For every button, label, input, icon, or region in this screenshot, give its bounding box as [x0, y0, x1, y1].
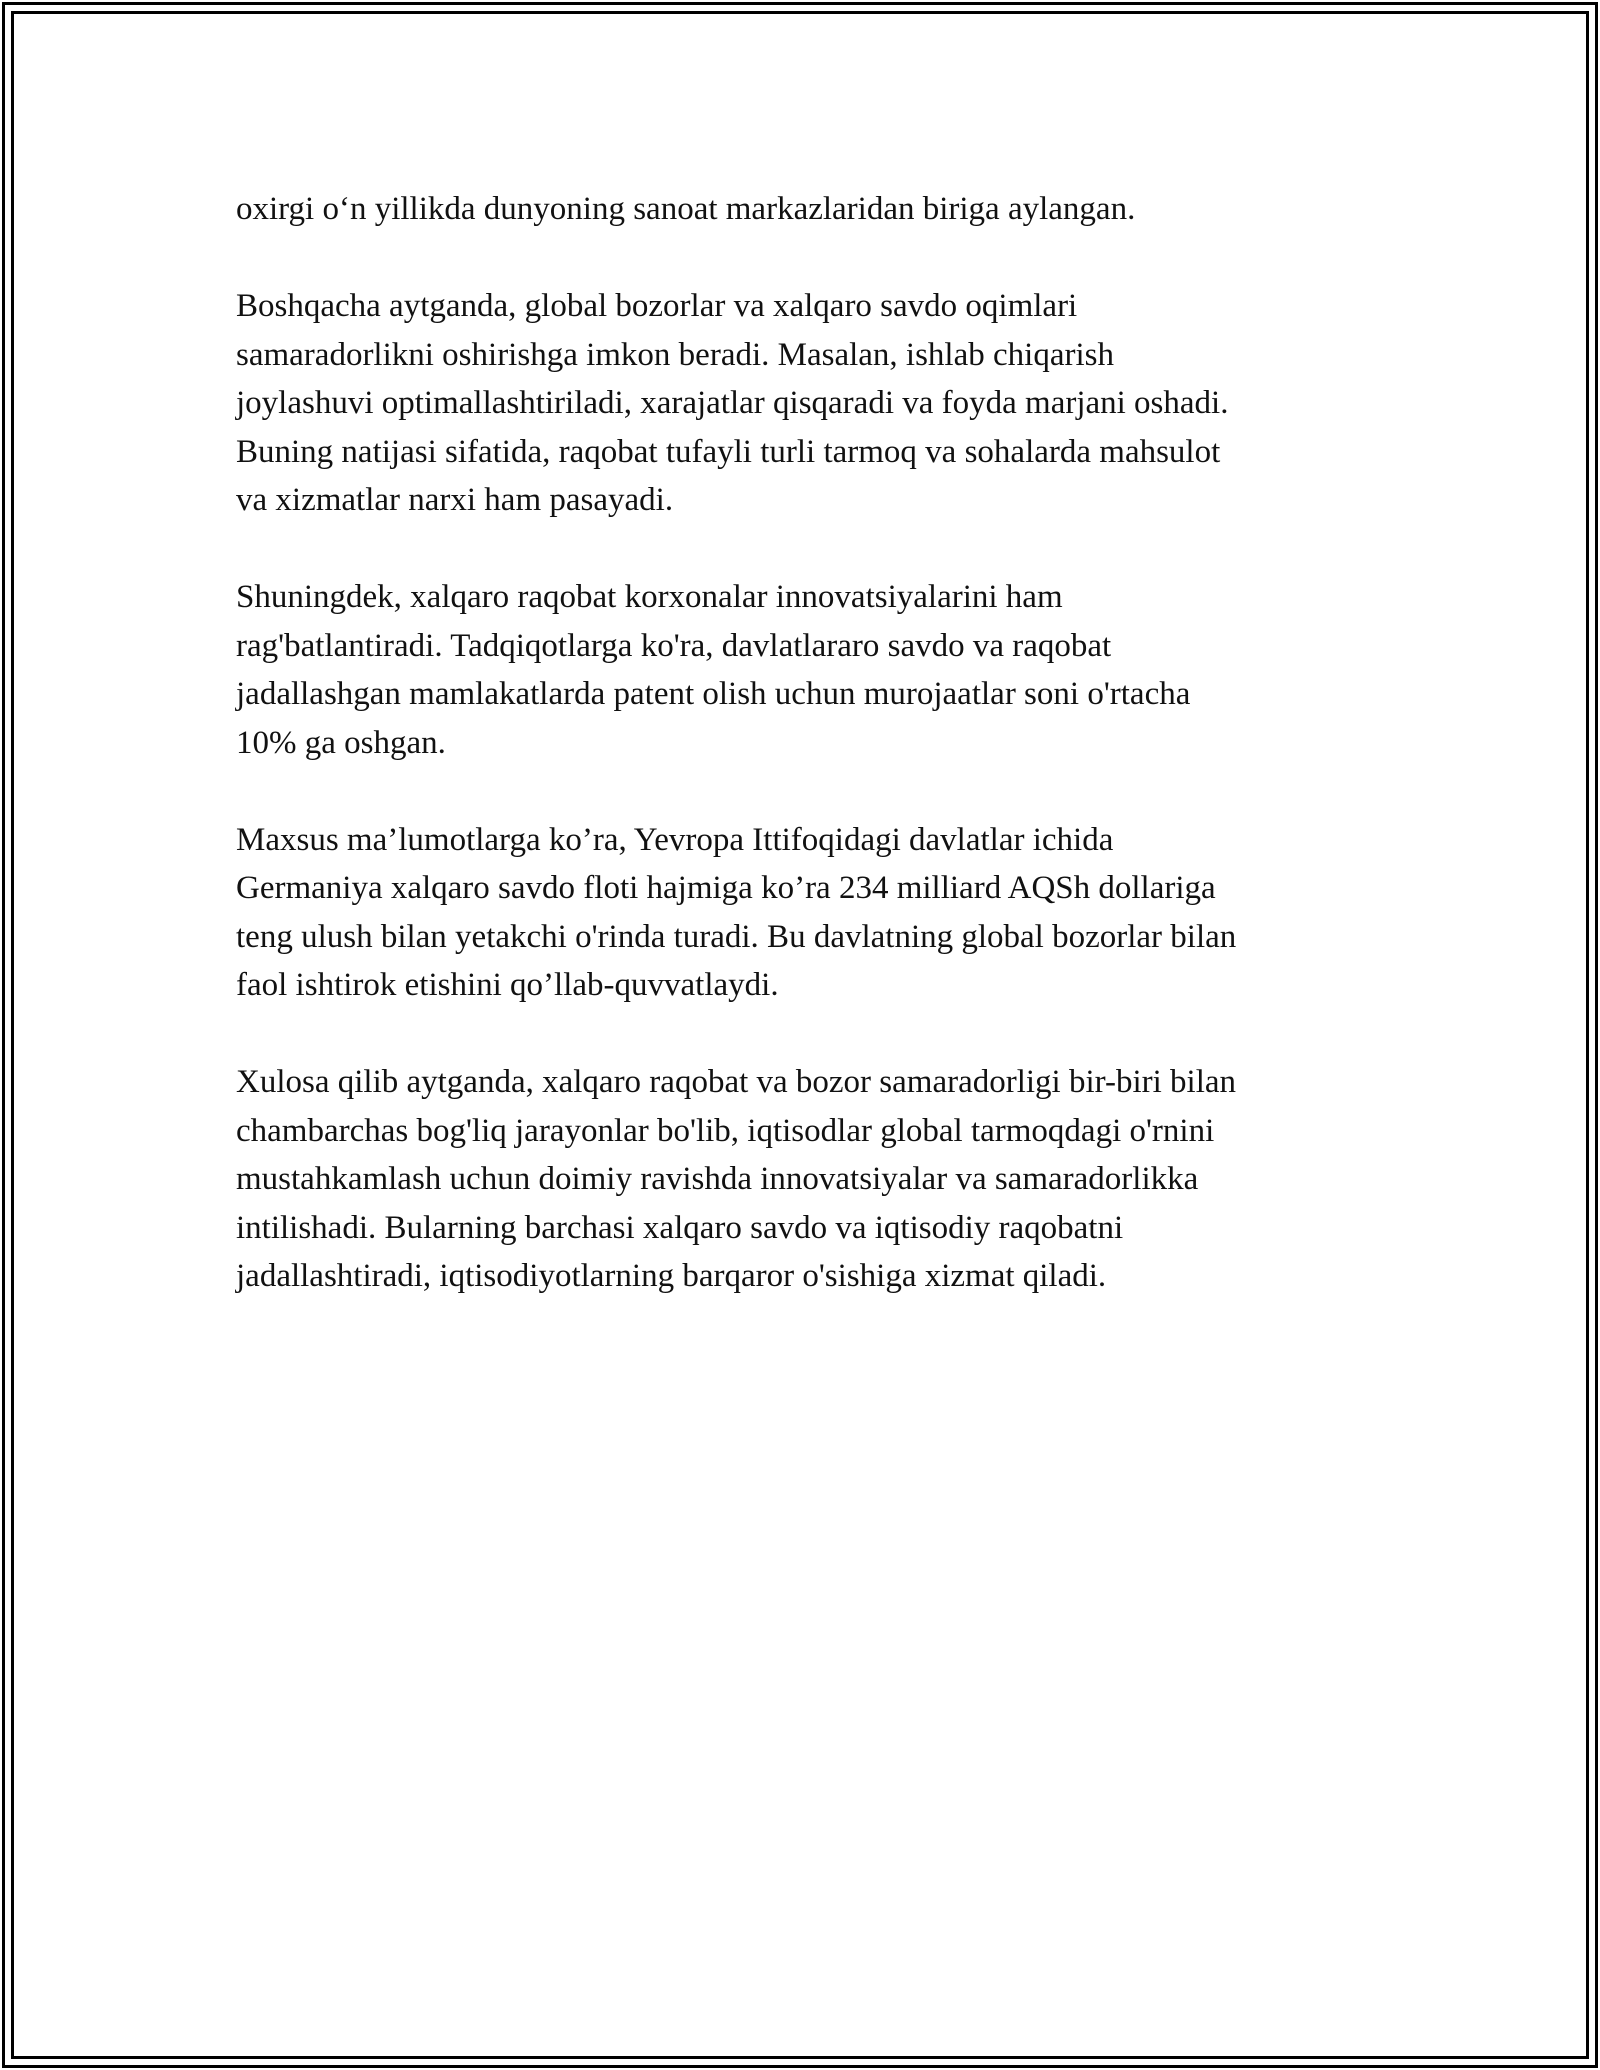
text-line: rag'batlantiradi. Tadqiqotlarga ko'ra, davlatlararo savdo va raqobat — [236, 627, 1112, 664]
text-line: Maxsus ma’lumotlarga ko’ra, Yevropa Ittifoqidagi davlatlar ichida — [236, 821, 1114, 858]
text-line: mustahkamlash uchun doimiy ravishda innovatsiyalar va samaradorlikka — [236, 1161, 1199, 1197]
paragraph-2 — [236, 282, 1376, 525]
text-line: 10% ga oshgan. — [236, 724, 446, 761]
text-line: samaradorlikni oshirishga imkon beradi. Masalan, ishlab chiqarish — [236, 336, 1114, 373]
text-line: Buning natijasi sifatida, raqobat tufayli turli tarmoq va sohalarda mahsulot — [236, 433, 1221, 470]
text-line: joylashuvi optimallashtiriladi, xarajatlar qisqaradi va foyda marjani oshadi. — [236, 385, 1229, 421]
text-line: Shuningdek, xalqaro raqobat korxonalar innovatsiyalarini ham — [236, 579, 1063, 615]
text-line: teng ulush bilan yetakchi o'rinda turadi. Bu davlatning global bozorlar bilan — [236, 918, 1237, 955]
text-line: intilishadi. Bularning barchasi xalqaro savdo va iqtisodiy raqobatni — [236, 1209, 1124, 1246]
text-line: va xizmatlar narxi ham pasayadi. — [236, 482, 674, 518]
text-line: Germaniya xalqaro savdo floti hajmiga ko’ra 234 milliard AQSh dollariga — [236, 870, 1216, 906]
paragraph-5 — [236, 1058, 1376, 1301]
text-line: faol ishtirok etishini qo’llab-quvvatlaydi. — [236, 967, 779, 1003]
text-line: oxirgi o‘n yillikda dunyoning sanoat markazlaridan biriga aylangan. — [236, 191, 1136, 227]
paragraph-3 — [236, 573, 1376, 767]
document-body — [236, 185, 1376, 1349]
paragraph-1 — [236, 185, 1376, 234]
paragraph-4 — [236, 816, 1376, 1010]
text-line: jadallashtiradi, iqtisodiyotlarning barqaror o'sishiga xizmat qiladi. — [236, 1258, 1107, 1294]
text-line: chambarchas bog'liq jarayonlar bo'lib, iqtisodlar global tarmoqdagi o'rnini — [236, 1112, 1215, 1149]
text-line: jadallashgan mamlakatlarda patent olish uchun murojaatlar soni o'rtacha — [236, 676, 1191, 712]
text-line: Boshqacha aytganda, global bozorlar va xalqaro savdo oqimlari — [236, 288, 1078, 324]
text-line: Xulosa qilib aytganda, xalqaro raqobat va bozor samaradorligi bir-biri bilan — [236, 1064, 1237, 1100]
